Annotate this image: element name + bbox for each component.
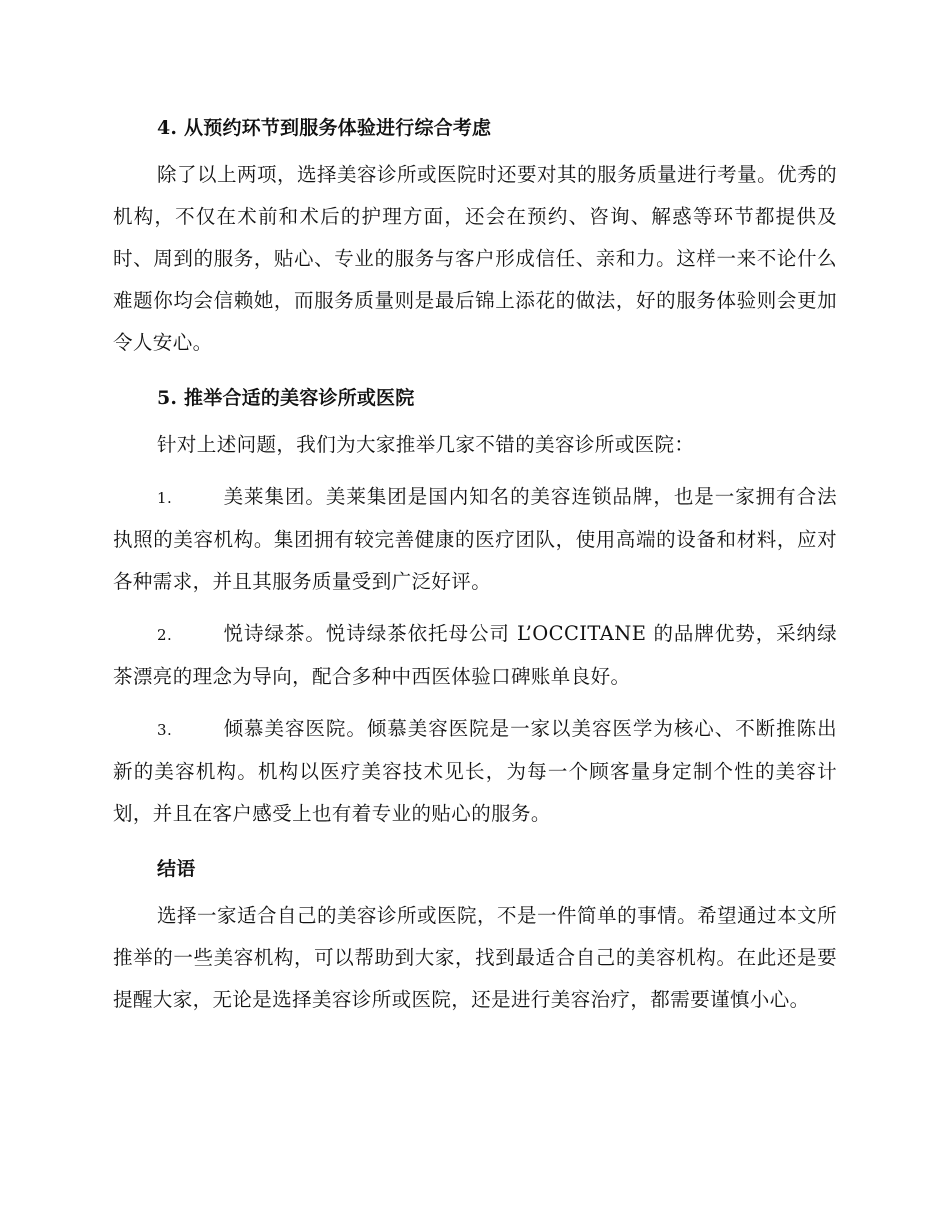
section-4-paragraph: 除了以上两项，选择美容诊所或医院时还要对其的服务质量进行考量。优秀的机构，不仅在术前和术后的护理方面，还会在预约、咨询、解惑等环节都提供及时、周到的服务，贴心、专业的服务与客户形成信任、亲和力。这样一来不论什么难题你均会信赖她，而服务质量则是最后锦上添花的做法，好的服务体验则会更加令人安心。 <box>113 163 837 354</box>
list-item-number: 2. <box>157 626 173 644</box>
spacer <box>113 698 837 708</box>
list-item-number: 1. <box>157 489 173 507</box>
section-5-heading: 5. 推举合适的美容诊所或医院 <box>157 387 415 409</box>
spacer <box>113 364 837 378</box>
spacer <box>113 466 837 476</box>
document-body <box>113 108 837 1021</box>
section-4-heading: 4. 从预约环节到服务体验进行综合考虑 <box>157 117 492 139</box>
spacer <box>113 835 837 849</box>
list-item <box>113 708 837 835</box>
list-item <box>113 476 837 603</box>
spacer <box>113 603 837 613</box>
list-item-text: 美莱集团。美莱集团是国内知名的美容连锁品牌，也是一家拥有合法执照的美容机构。集团拥有较完善健康的医疗团队，使用高端的设备和材料，应对各种需求，并且其服务质量受到广泛好评。 <box>113 485 837 593</box>
conclusion-heading: 结语 <box>157 858 196 880</box>
list-item <box>113 613 837 698</box>
list-item-text: 倾慕美容医院。倾慕美容医院是一家以美容医学为核心、不断推陈出新的美容机构。机构以医疗美容技术见长，为每一个顾客量身定制个性的美容计划，并且在客户感受上也有着专业的贴心的服务。 <box>113 717 837 825</box>
list-item-number: 3. <box>157 721 173 739</box>
conclusion-paragraph: 选择一家适合自己的美容诊所或医院，不是一件简单的事情。希望通过本文所推举的一些美容机构，可以帮助到大家，找到最适合自己的美容机构。在此还是要提醒大家，无论是选择美容诊所或医院，还是进行美容治疗，都需要谨慎小心。 <box>113 904 837 1011</box>
section-5-intro: 针对上述问题，我们为大家推举几家不错的美容诊所或医院： <box>157 433 695 456</box>
list-item-text: 悦诗绿茶。悦诗绿茶依托母公司 L’OCCITANE 的品牌优势，采纳绿茶漂亮的理念为导向，配合多种中西医体验口碑账单良好。 <box>113 622 837 688</box>
